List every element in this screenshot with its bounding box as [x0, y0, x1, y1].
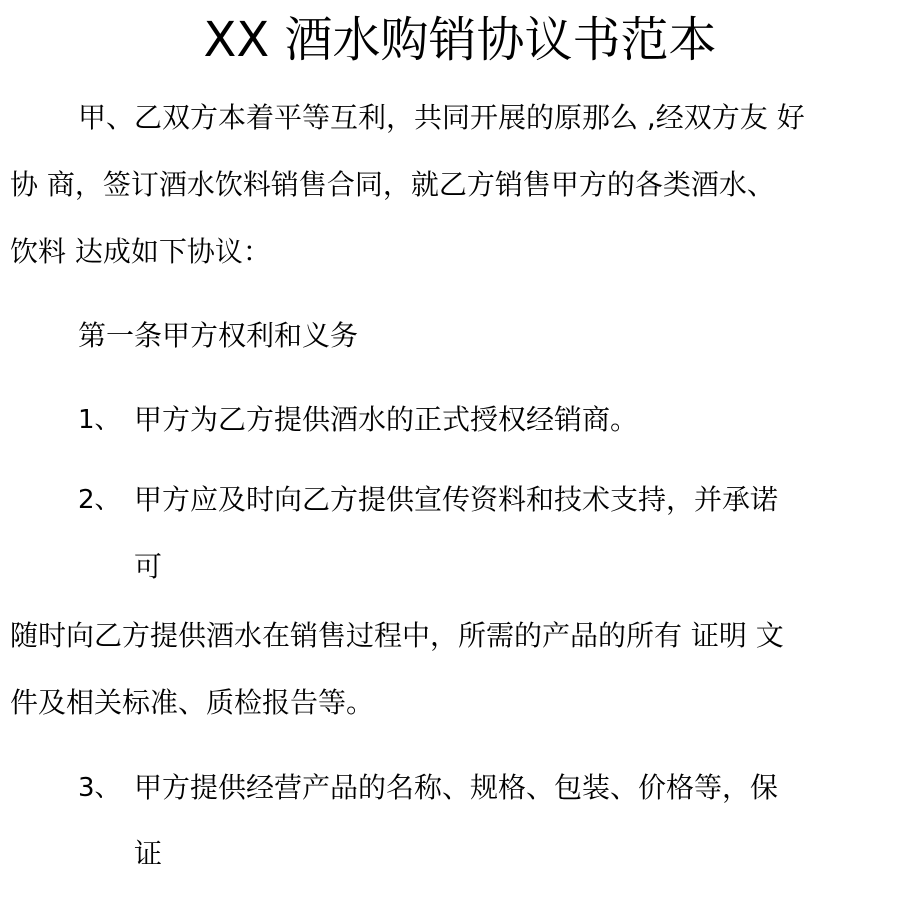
item-1-text: 甲方为乙方提供酒水的正式授权经销商。 — [134, 403, 639, 436]
item-2-tail-line-1: 随时向乙方提供酒水在销售过程中，所需的产品的所有 证明 文 — [10, 619, 784, 652]
item-2-tail-line-2: 件及相关标准、质检报告等。 — [10, 686, 375, 719]
item-2-continuation: 可 — [134, 550, 163, 583]
item-3-continuation: 证 — [134, 837, 163, 870]
intro-line-3: 饮料 达成如下协议： — [10, 235, 271, 268]
intro-line-2: 协 商，签订酒水饮料销售合同，就乙方销售甲方的各类酒水、 — [10, 168, 775, 201]
intro-line-1: 甲、乙双方本着平等互利，共同开展的原那么 ,经双方友 好 — [78, 101, 805, 134]
document-title: XX 酒水购销协议书范本 — [203, 12, 717, 68]
item-2-number: 2、 — [78, 485, 121, 515]
article-1-heading: 第一条甲方权利和义务 — [78, 319, 359, 352]
item-2-text: 甲方应及时向乙方提供宣传资料和技术支持，并承诺 — [134, 483, 779, 516]
item-3-text: 甲方提供经营产品的名称、规格、包装、价格等，保 — [134, 771, 779, 804]
item-1-number: 1、 — [78, 405, 121, 435]
item-3-number: 3、 — [78, 773, 121, 803]
